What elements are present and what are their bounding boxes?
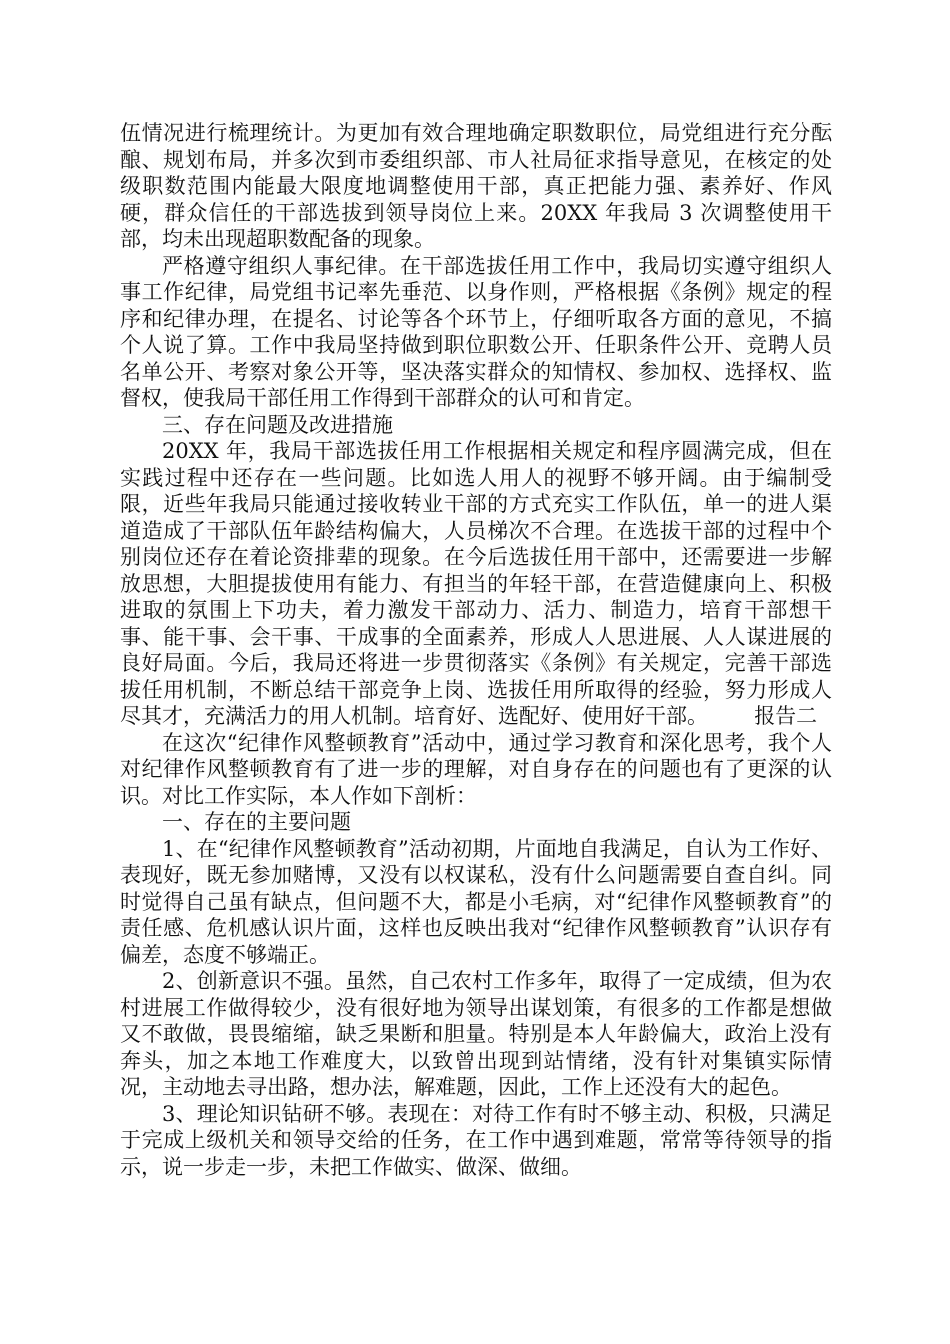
paragraph-discipline: 严格遵守组织人事纪律。在干部选拔任用工作中，我局切实遵守组织人事工作纪律，局党组书记率先垂范、以身作则，严格根据《条例》规定的程序和纪律办理，在提名、讨论等各个环节上，仔细听取各方面的意见，不搞个人说了算。工作中我局坚持做到职位职数公开、任职条件公开、竞聘人员名单公开、考察对象公开等，坚决落实群众的知情权、参加权、选择权、监督权，使我局干部任用工作得到干部群众的认可和肯定。: [120, 253, 832, 410]
paragraph-problem-three: 3、理论知识钻研不够。表现在：对待工作有时不够主动、积极，只满足于完成上级机关和领导交给的任务，在工作中遇到难题，常常等待领导的指示，说一步走一步，未把工作做实、做深、做细。: [120, 1101, 832, 1179]
report-two-heading: 报告二: [754, 704, 818, 728]
paragraph-problems-text: 20XX 年，我局干部选拔任用工作根据相关规定和程序圆满完成，但在实践过程中还存在一些问题。比如选人用人的视野不够开阔。由于编制受限，近些年我局只能通过接收转业干部的方式充实工作队伍，单一的进人渠道造成了干部队伍年龄结构偏大，人员梯次不合理。在选拔干部的过程中个别岗位还存在着论资排辈的现象。在今后选拔任用干部中，还需要进一步解放思想，大胆提拔使用有能力、有担当的年轻干部，在营造健康向上、积极进取的氛围上下功夫，着力激发干部动力、活力、制造力，培育干部想干事、能干事、会干事、干成事的全面素养，形成人人思进展、人人谋进展的良好局面。今后，我局还将进一步贯彻落实《条例》有关规定，完善干部选拔任用机制，不断总结干部竞争上岗、选拔任用所取得的经验，努力形成人尽其才，充满活力的用人机制。培育好、选配好、使用好干部。: [120, 439, 832, 728]
paragraph-problem-one: 1、在“纪律作风整顿教育”活动初期，片面地自我满足，自认为工作好、表现好，既无参加赌博，又没有以权谋私，没有什么问题需要自查自纠。同时觉得自己虽有缺点，但问题不大，都是小毛病，对“纪律作风整顿教育”的责任感、危机感认识片面，这样也反映出我对“纪律作风整顿教育”认识存有偏差，态度不够端正。: [120, 836, 832, 967]
paragraph-cadre-statistics: 伍情况进行梳理统计。为更加有效合理地确定职数职位，局党组进行充分酝酿、规划布局，并多次到市委组织部、市人社局征求指导意见，在核定的处级职数范围内能最大限度地调整使用干部，真正把能力强、素养好、作风硬，群众信任的干部选拔到领导岗位上来。20XX 年我局 3 次调整使用干部，均未出现超职数配备的现象。: [120, 121, 832, 251]
section-heading-main-problems: 一、存在的主要问题: [162, 810, 351, 834]
section-heading-problems-measures: 三、存在问题及改进措施: [162, 412, 393, 437]
paragraph-report-intro: 在这次“纪律作风整顿教育”活动中，通过学习教育和深化思考，我个人对纪律作风整顿教育有了进一步的理解，对自身存在的问题也有了更深的认识。对比工作实际，本人作如下剖析：: [120, 730, 832, 808]
paragraph-problems-detail: [120, 438, 832, 730]
paragraph-problem-two: 2、创新意识不强。虽然，自己农村工作多年，取得了一定成绩，但为农村进展工作做得较少，没有很好地为领导出谋划策，有很多的工作都是想做又不敢做，畏畏缩缩，缺乏果断和胆量。特别是本人年龄偏大，政治上没有奔头，加之本地工作难度大，以致曾出现到站情绪，没有针对集镇实际情况，主动地去寻出路，想办法，解难题，因此，工作上还没有大的起色。: [120, 969, 832, 1099]
document-page: [120, 120, 832, 1180]
